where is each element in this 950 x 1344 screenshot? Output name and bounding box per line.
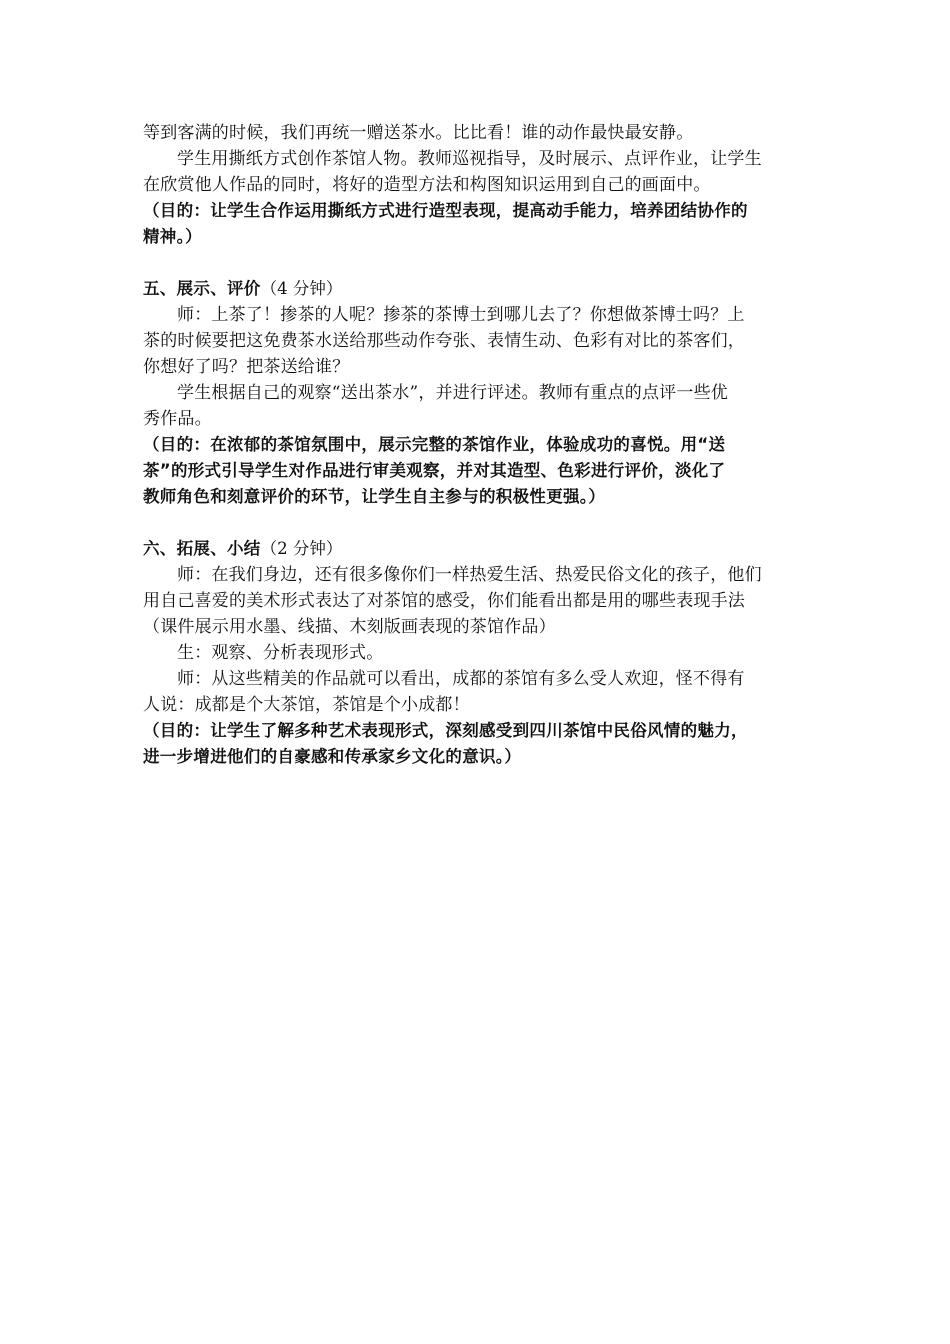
paragraph-line: 你想好了吗？把茶送给谁？	[143, 357, 350, 377]
purpose-note-line: （目的：让学生了解多种艺术表现形式，深刻感受到四川茶馆中民俗风情的魅力，	[143, 721, 748, 740]
section-title: 六、拓展、小结	[143, 539, 261, 558]
purpose-note-line: （目的：让学生合作运用撕纸方式进行造型表现，提高动手能力，培养团结协作的	[143, 201, 748, 220]
section-title: 五、展示、评价	[143, 279, 261, 298]
paragraph-line: 学生用撕纸方式创作茶馆人物。教师巡视指导，及时展示、点评作业，让学生	[177, 149, 762, 169]
spacer	[143, 250, 809, 276]
purpose-note-line: 教师角色和刻意评价的环节，让学生自主参与的积极性更强。）	[143, 487, 606, 506]
paragraph-line: 茶的时候要把这免费茶水送给那些动作夸张、表情生动、色彩有对比的茶客们，	[143, 331, 745, 351]
section-time: （4 分钟）	[260, 279, 343, 298]
paragraph-line: 师：上茶了！掺茶的人呢？掺茶的茶博士到哪儿去了？你想做茶博士吗？上	[177, 305, 745, 325]
paragraph-line: 在欣赏他人作品的同时，将好的造型方法和构图知识运用到自己的画面中。	[143, 175, 711, 195]
paragraph-line: 师：在我们身边，还有很多像你们一样热爱生活、热爱民俗文化的孩子，他们	[177, 565, 762, 585]
paragraph-line: （课件展示用水墨、线描、木刻版画表现的茶馆作品）	[143, 617, 556, 637]
paragraph-line: 等到客满的时候，我们再统一赠送茶水。比比看！谁的动作最快最安静。	[143, 123, 694, 143]
spacer	[143, 510, 809, 536]
paragraph-line: 用自己喜爱的美术形式表达了对茶馆的感受，你们能看出都是用的哪些表现手法	[143, 591, 745, 611]
purpose-note-line: 精神。）	[143, 227, 202, 246]
section-time: （2 分钟）	[260, 539, 343, 558]
document-page	[143, 120, 809, 770]
purpose-note-line: 茶”的形式引导学生对作品进行审美观察，并对其造型、色彩进行评价，淡化了	[143, 461, 726, 480]
paragraph-line: 秀作品。	[143, 409, 212, 429]
paragraph-line: 生：观察、分析表现形式。	[177, 643, 384, 663]
section-heading-6	[143, 536, 809, 562]
paragraph-line: 人说：成都是个大茶馆，茶馆是个小成都！	[143, 695, 470, 715]
purpose-note-line: 进一步增进他们的自豪感和传承家乡文化的意识。）	[143, 747, 522, 766]
paragraph-line: 学生根据自己的观察“送出茶水”，并进行评述。教师有重点的点评一些优	[177, 383, 728, 403]
section-heading-5	[143, 276, 809, 302]
paragraph-line: 师：从这些精美的作品就可以看出，成都的茶馆有多么受人欢迎，怪不得有	[177, 669, 745, 689]
purpose-note-line: （目的：在浓郁的茶馆氛围中，展示完整的茶馆作业，体验成功的喜悦。用“送	[143, 435, 726, 454]
